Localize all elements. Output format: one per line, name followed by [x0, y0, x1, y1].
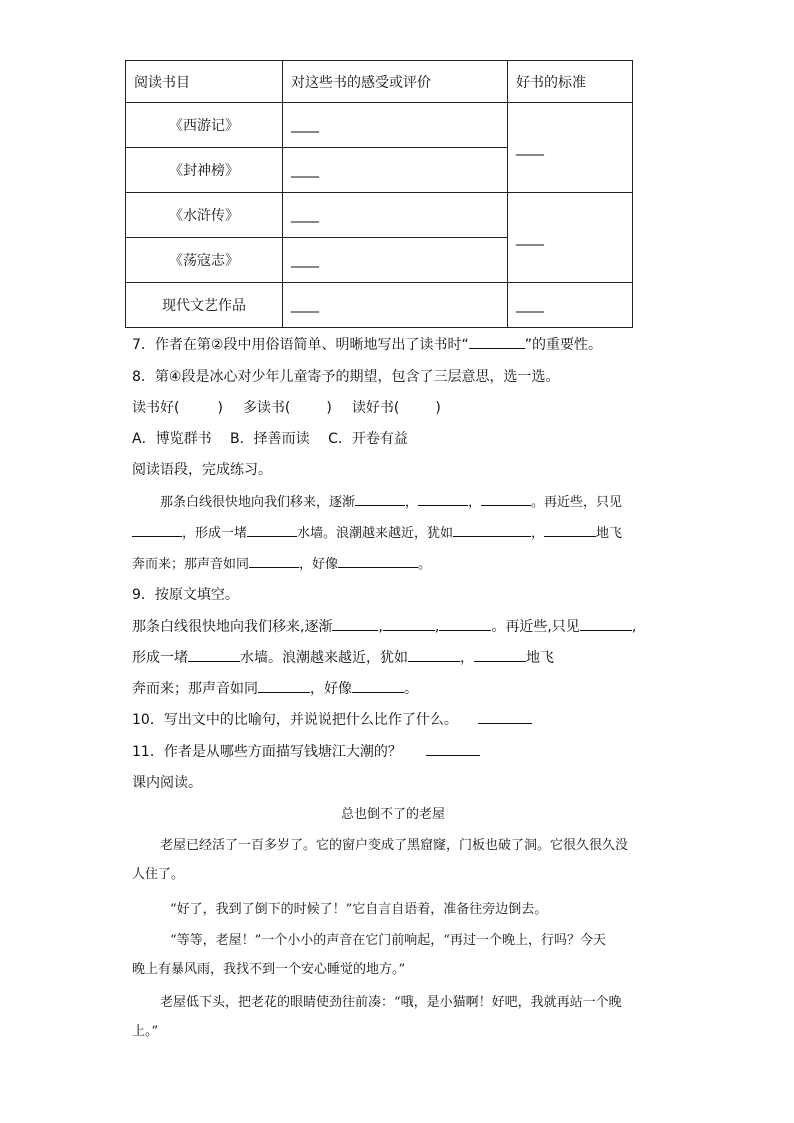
story-paragraph-cont: 上。” [132, 1024, 159, 1039]
blank[interactable] [247, 522, 297, 537]
header-standard: 好书的标准 [508, 61, 633, 103]
blank[interactable] [355, 491, 405, 506]
book-dangkouzhi: 《荡寇志》 [126, 238, 283, 283]
question-9: 9．按原文填空。 [132, 587, 239, 603]
blank[interactable] [258, 678, 310, 693]
blank[interactable] [544, 522, 596, 537]
standard-blank[interactable]: ____ [508, 283, 633, 328]
blank[interactable] [352, 678, 404, 693]
q9-line-1: 那条白线很快地向我们移来,逐渐 , , 。再近些,只见 , [132, 616, 636, 636]
story-title: 总也倒不了的老屋 [341, 807, 446, 822]
passage-line-3: 奔而来；那声音如同 ，好像 。 [132, 553, 431, 572]
standard-blank[interactable]: ____ [508, 193, 633, 283]
answer-blank[interactable]: ____ [283, 283, 508, 328]
book-xiyouji: 《西游记》 [126, 103, 283, 148]
story-paragraph: 老屋低下头，把老花的眼睛使劲往前凑：“哦，是小猫啊！好吧，我就再站一个晚 [160, 995, 622, 1010]
header-books: 阅读书目 [126, 61, 283, 103]
blank[interactable] [338, 553, 418, 568]
blank[interactable] [132, 522, 182, 537]
blank[interactable] [469, 334, 525, 349]
blank[interactable] [481, 491, 531, 506]
blank[interactable] [453, 522, 531, 537]
q8-options: A．博览群书 B．择善而读 C．开卷有益 [132, 431, 408, 447]
blank[interactable] [188, 647, 240, 662]
story-paragraph: 老屋已经活了一百多岁了。它的窗户变成了黑窟窿，门板也破了洞。它很久很久没 [160, 838, 629, 853]
answer-blank[interactable] [478, 709, 532, 724]
passage-line-2: ，形成一堵 水墙。浪潮越来越近，犹如 ， 地飞 [132, 522, 622, 541]
question-11: 11．作者是从哪些方面描写钱塘江大潮的？ [132, 741, 480, 761]
blank[interactable] [418, 491, 468, 506]
question-7: 7．作者在第②段中用俗语简单、明晰地写出了读书时“ ”的重要性。 [132, 334, 602, 354]
blank[interactable] [332, 616, 378, 631]
header-feelings: 对这些书的感受或评价 [283, 61, 508, 103]
answer-blank[interactable]: ____ [283, 193, 508, 238]
answer-blank[interactable]: ____ [283, 238, 508, 283]
answer-blank[interactable] [426, 741, 480, 756]
story-paragraph-cont: 晚上有暴风雨，我找不到一个安心睡觉的地方。” [132, 962, 406, 977]
story-paragraph: “好了，我到了倒下的时候了！”它自言自语着，准备往旁边倒去。 [170, 902, 548, 917]
q9-line-2: 形成一堵 水墙。浪潮越来越近，犹如 ， 地飞 [132, 647, 554, 667]
question-8: 8．第④段是冰心对少年儿童寄予的期望，包含了三层意思，选一选。 [132, 369, 560, 385]
reading-table [125, 60, 633, 328]
blank[interactable] [249, 553, 299, 568]
section-heading: 课内阅读。 [132, 775, 202, 791]
book-fengshenbang: 《封神榜》 [126, 148, 283, 193]
section-heading: 阅读语段，完成练习。 [132, 462, 272, 478]
blank[interactable] [439, 616, 491, 631]
book-modern: 现代文艺作品 [126, 283, 283, 328]
answer-blank[interactable]: ____ [283, 103, 508, 148]
blank[interactable] [474, 647, 526, 662]
story-paragraph-cont: 人住了。 [132, 867, 185, 882]
question-10: 10．写出文中的比喻句，并说说把什么比作了什么。 [132, 709, 532, 729]
blank[interactable] [580, 616, 632, 631]
blank[interactable] [408, 647, 460, 662]
answer-blank[interactable]: ____ [283, 148, 508, 193]
story-paragraph: “等等，老屋！”一个小小的声音在它门前响起，“再过一个晚上，行吗？今天 [170, 933, 606, 948]
book-shuihuzhuan: 《水浒传》 [126, 193, 283, 238]
blank[interactable] [383, 616, 435, 631]
q8-choices: 读书好( ) 多读书( ) 读好书( ) [132, 400, 441, 416]
standard-blank[interactable]: ____ [508, 103, 633, 193]
q9-line-3: 奔而来；那声音如同 ，好像 。 [132, 678, 418, 698]
passage-line-1: 那条白线很快地向我们移来，逐渐 ， ， 。再近些，只见 [160, 491, 622, 510]
